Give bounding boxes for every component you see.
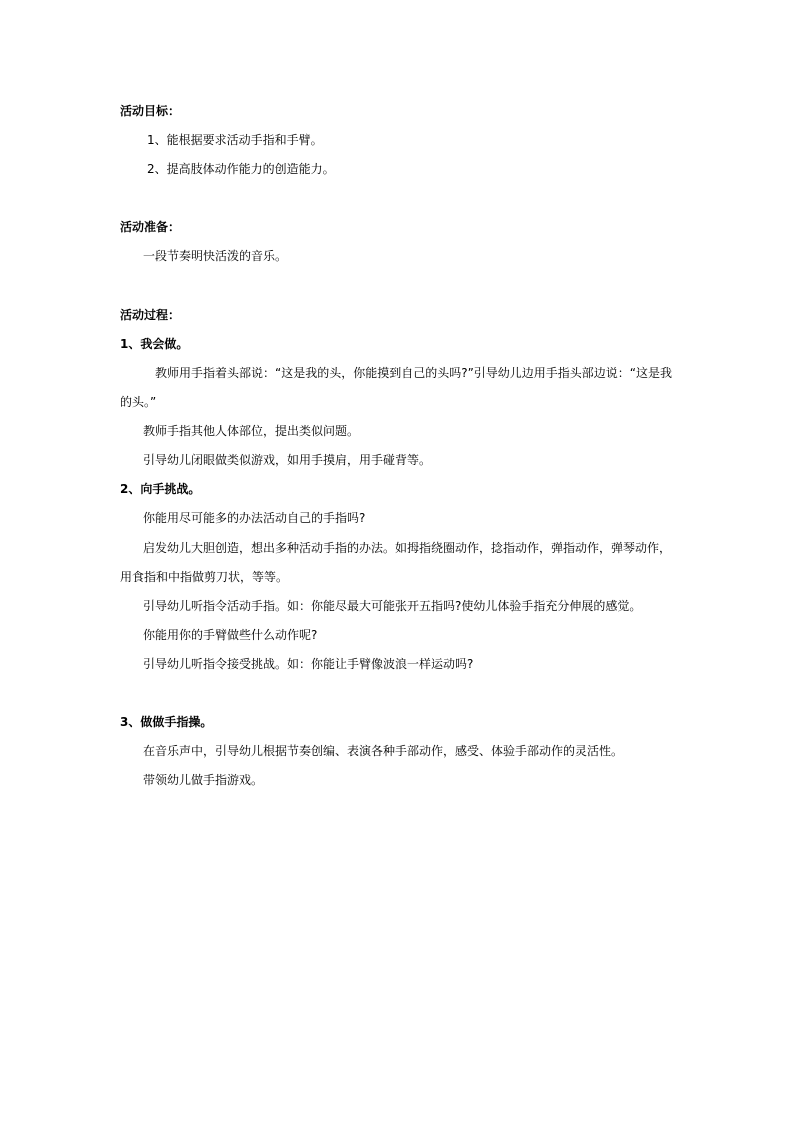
step-title: 3、做做手指操。 xyxy=(120,715,213,729)
preparation-text: 一段节奏明快活泼的音乐。 xyxy=(143,249,288,263)
goal-item: 2、提高肢体动作能力的创造能力。 xyxy=(147,162,335,176)
process-heading: 活动过程： xyxy=(120,308,181,322)
step-paragraph: 用食指和中指做剪刀状，等等。 xyxy=(120,570,289,584)
goal-item: 1、能根据要求活动手指和手臂。 xyxy=(147,133,323,147)
step-paragraph: 带领幼儿做手指游戏。 xyxy=(143,773,264,787)
goals-heading: 活动目标： xyxy=(120,104,181,118)
step-paragraph: 你能用尽可能多的办法活动自己的手指吗? xyxy=(143,511,366,525)
step-title: 2、向手挑战。 xyxy=(120,482,201,496)
step-paragraph: 引导幼儿听指令接受挑战。如：你能让手臂像波浪一样运动吗? xyxy=(143,657,474,671)
step-paragraph: 教师用手指着头部说：“这是我的头，你能摸到自己的头吗?”引导幼儿边用手指头部边说：“这是我 xyxy=(155,366,673,380)
step-paragraph: 在音乐声中，引导幼儿根据节奏创编、表演各种手部动作，感受、体验手部动作的灵活性。 xyxy=(143,744,624,758)
step-paragraph: 引导幼儿闭眼做类似游戏，如用手摸肩，用手碰背等。 xyxy=(143,453,432,467)
step-paragraph: 引导幼儿听指令活动手指。如：你能尽最大可能张开五指吗?使幼儿体验手指充分伸展的感觉。 xyxy=(143,599,642,613)
preparation-heading: 活动准备： xyxy=(120,220,181,234)
step-title: 1、我会做。 xyxy=(120,337,189,351)
step-paragraph: 你能用你的手臂做些什么动作呢? xyxy=(143,628,318,642)
step-paragraph: 教师手指其他人体部位，提出类似问题。 xyxy=(143,424,360,438)
step-paragraph: 的头。” xyxy=(120,395,157,409)
step-paragraph: 启发幼儿大胆创造，想出多种活动手指的办法。如拇指绕圈动作，捻指动作，弹指动作，弹琴动作， xyxy=(143,541,672,555)
